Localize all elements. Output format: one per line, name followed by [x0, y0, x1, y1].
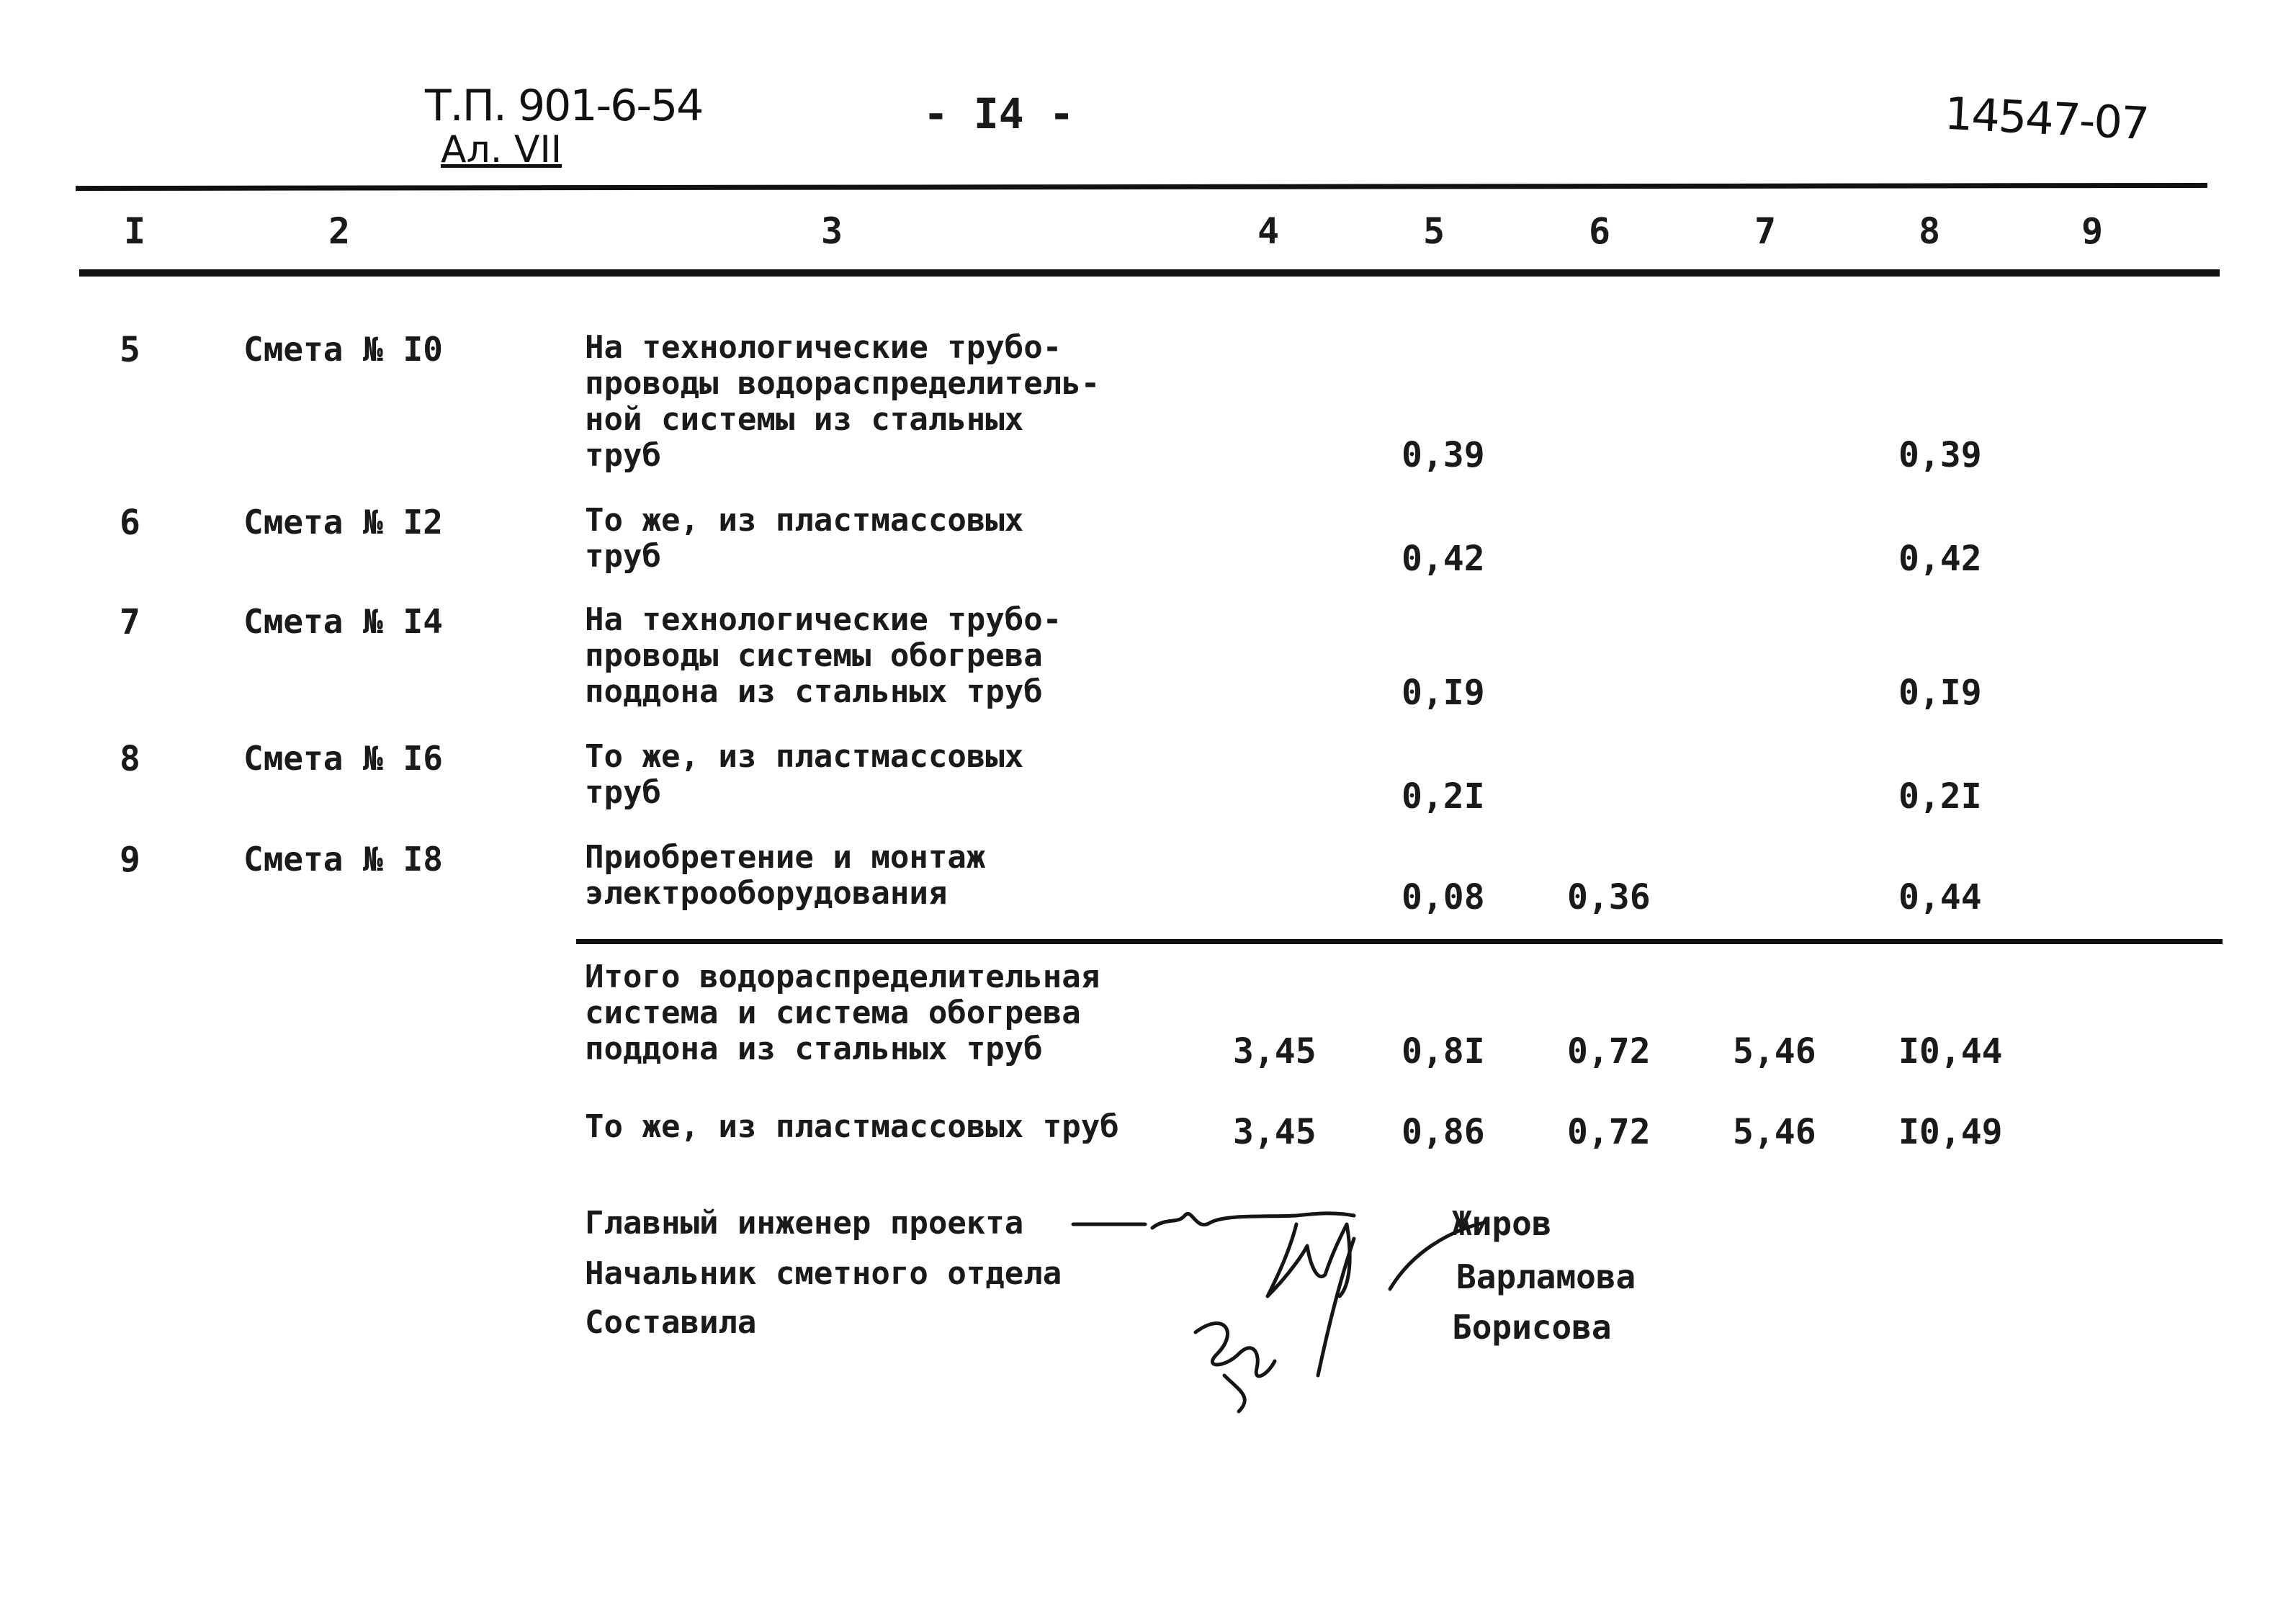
cell-col8: 0,44 — [1898, 877, 1982, 917]
cell-col5: 0,2I — [1402, 776, 1485, 817]
totals-description: То же, из пластмассовых труб — [585, 1108, 1119, 1145]
column-header-2: 2 — [328, 210, 351, 252]
cell-col6: 0,72 — [1567, 1112, 1651, 1152]
estimate-ref: Смета № I6 — [243, 739, 443, 778]
estimate-ref: Смета № I0 — [243, 330, 443, 369]
signature-role: Главный инженер проекта — [585, 1205, 1024, 1242]
cell-col5: 0,8I — [1402, 1031, 1485, 1072]
column-header-6: 6 — [1589, 210, 1611, 252]
estimate-ref: Смета № I8 — [243, 840, 443, 879]
signature-name: Борисова — [1452, 1308, 1612, 1347]
estimate-ref: Смета № I4 — [243, 602, 443, 641]
cell-col5: 0,86 — [1402, 1112, 1485, 1152]
cell-col4: 3,45 — [1233, 1112, 1317, 1152]
cell-col7: 5,46 — [1733, 1112, 1816, 1152]
row-number: 7 — [120, 602, 140, 642]
signature-stroke-2 — [1268, 1224, 1350, 1296]
row-description: На технологические трубо- проводы системы обогрева поддона из стальных труб — [585, 601, 1062, 710]
cell-col5: 0,I9 — [1402, 673, 1485, 713]
row-description: На технологические трубо- проводы водораспределитель- ной системы из стальных труб — [585, 329, 1100, 474]
signature-stroke-5 — [1196, 1324, 1275, 1376]
signature-stroke-1 — [1152, 1213, 1354, 1228]
archive-number: 14547-07 — [1943, 86, 2150, 151]
cell-col5: 0,42 — [1402, 539, 1485, 579]
cell-col6: 0,72 — [1567, 1031, 1651, 1072]
totals-description: Итого водораспределительная система и система обогрева поддона из стальных труб — [585, 959, 1100, 1067]
cell-col5: 0,08 — [1402, 877, 1485, 917]
signature-name: Варламова — [1456, 1257, 1636, 1296]
row-description: То же, из пластмассовых труб — [585, 738, 1024, 811]
row-number: 6 — [120, 503, 140, 543]
header-bottom-rule — [79, 269, 2220, 277]
cell-col8: 0,2I — [1898, 776, 1982, 817]
totals-rule — [576, 939, 2223, 944]
row-description: Приобретение и монтаж электрооборудования — [585, 839, 986, 912]
estimate-ref: Смета № I2 — [243, 503, 443, 542]
cell-col6: 0,36 — [1567, 877, 1651, 917]
cell-col7: 5,46 — [1733, 1031, 1816, 1072]
column-header-5: 5 — [1423, 210, 1445, 252]
signature-role: Начальник сметного отдела — [585, 1255, 1062, 1292]
cell-col8: I0,49 — [1898, 1112, 2003, 1152]
cell-col5: 0,39 — [1402, 435, 1485, 475]
column-header-7: 7 — [1754, 210, 1777, 252]
page-number: - I4 - — [923, 89, 1075, 138]
cell-col4: 3,45 — [1233, 1031, 1317, 1072]
column-header-9: 9 — [2081, 210, 2104, 252]
row-description: То же, из пластмассовых труб — [585, 502, 1024, 575]
row-number: 5 — [120, 330, 140, 370]
column-header-1: I — [124, 210, 146, 252]
signature-role: Составила — [585, 1304, 757, 1341]
cell-col8: 0,42 — [1898, 539, 1982, 579]
row-number: 9 — [120, 840, 140, 880]
row-number: 8 — [120, 739, 140, 779]
cell-col8: 0,39 — [1898, 435, 1982, 475]
signature-stroke-3 — [1318, 1239, 1354, 1375]
signature-name: Жиров — [1452, 1204, 1552, 1243]
cell-col8: 0,I9 — [1898, 673, 1982, 713]
doc-code: Т.П. 901-6-54 — [425, 81, 703, 131]
column-header-4: 4 — [1257, 210, 1280, 252]
album-label: Ал. VII — [441, 128, 562, 171]
column-header-8: 8 — [1919, 210, 1941, 252]
signature-stroke-6 — [1224, 1375, 1245, 1411]
column-header-3: 3 — [821, 210, 843, 252]
cell-col8: I0,44 — [1898, 1031, 2003, 1072]
top-rule — [76, 183, 2207, 191]
